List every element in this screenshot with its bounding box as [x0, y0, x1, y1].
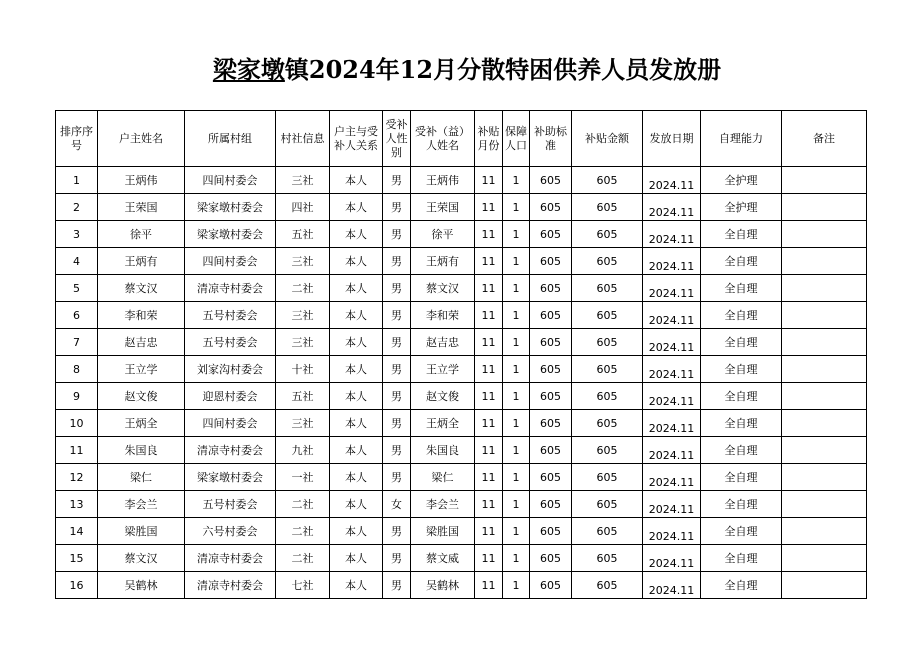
cell-no: 7 — [56, 329, 98, 356]
cell-date — [643, 167, 701, 194]
cell-amount: 605 — [572, 356, 643, 383]
cell-recipient: 赵文俊 — [411, 383, 475, 410]
cell-relation: 本人 — [330, 302, 383, 329]
cell-relation: 本人 — [330, 329, 383, 356]
date-text: 2024.11 — [648, 367, 695, 381]
cell-amount: 605 — [572, 437, 643, 464]
cell-standard: 605 — [530, 383, 572, 410]
cell-no: 13 — [56, 491, 98, 518]
cell-month: 11 — [475, 167, 503, 194]
cell-village: 梁家墩村委会 — [185, 221, 276, 248]
cell-no: 3 — [56, 221, 98, 248]
cell-people: 1 — [503, 518, 530, 545]
cell-month: 11 — [475, 545, 503, 572]
cell-gender: 男 — [383, 545, 411, 572]
cell-ability: 全自理 — [701, 221, 782, 248]
cell-ability: 全自理 — [701, 356, 782, 383]
cell-head-name: 梁胜国 — [98, 518, 185, 545]
cell-group: 二社 — [276, 545, 330, 572]
cell-group: 七社 — [276, 572, 330, 599]
cell-month: 11 — [475, 410, 503, 437]
cell-amount: 605 — [572, 167, 643, 194]
cell-standard: 605 — [530, 329, 572, 356]
cell-relation: 本人 — [330, 383, 383, 410]
cell-amount: 605 — [572, 248, 643, 275]
cell-standard: 605 — [530, 545, 572, 572]
date-text: 2024.11 — [648, 556, 695, 570]
col-header-date: 发放日期 — [643, 111, 701, 167]
header-row — [56, 111, 867, 167]
table-row — [56, 167, 867, 194]
cell-recipient: 赵吉忠 — [411, 329, 475, 356]
cell-recipient: 王荣国 — [411, 194, 475, 221]
cell-ability: 全护理 — [701, 167, 782, 194]
cell-date — [643, 194, 701, 221]
cell-people: 1 — [503, 356, 530, 383]
cell-village: 清凉寺村委会 — [185, 572, 276, 599]
cell-gender: 男 — [383, 410, 411, 437]
cell-relation: 本人 — [330, 464, 383, 491]
cell-village: 清凉寺村委会 — [185, 437, 276, 464]
cell-amount: 605 — [572, 329, 643, 356]
town-name: 梁家墩 — [212, 55, 285, 84]
date-text: 2024.11 — [648, 178, 695, 192]
cell-standard: 605 — [530, 437, 572, 464]
cell-month: 11 — [475, 491, 503, 518]
cell-village: 四间村委会 — [185, 248, 276, 275]
cell-remark — [782, 572, 867, 599]
cell-gender: 男 — [383, 167, 411, 194]
cell-people: 1 — [503, 437, 530, 464]
table-row — [56, 329, 867, 356]
table-row — [56, 572, 867, 599]
cell-ability: 全自理 — [701, 275, 782, 302]
cell-head-name: 王荣国 — [98, 194, 185, 221]
cell-standard: 605 — [530, 167, 572, 194]
cell-ability: 全自理 — [701, 464, 782, 491]
cell-amount: 605 — [572, 572, 643, 599]
cell-recipient: 王炳全 — [411, 410, 475, 437]
cell-no: 8 — [56, 356, 98, 383]
cell-recipient: 朱国良 — [411, 437, 475, 464]
cell-recipient: 李和荣 — [411, 302, 475, 329]
cell-group: 三社 — [276, 302, 330, 329]
cell-gender: 男 — [383, 572, 411, 599]
cell-recipient: 李会兰 — [411, 491, 475, 518]
cell-gender: 男 — [383, 329, 411, 356]
cell-relation: 本人 — [330, 518, 383, 545]
cell-recipient: 王立学 — [411, 356, 475, 383]
date-text: 2024.11 — [648, 259, 695, 273]
cell-gender: 男 — [383, 518, 411, 545]
cell-village: 梁家墩村委会 — [185, 194, 276, 221]
cell-ability: 全自理 — [701, 410, 782, 437]
cell-date — [643, 437, 701, 464]
cell-village: 迎恩村委会 — [185, 383, 276, 410]
table-row — [56, 221, 867, 248]
date-text: 2024.11 — [648, 340, 695, 354]
cell-people: 1 — [503, 302, 530, 329]
date-text: 2024.11 — [648, 232, 695, 246]
cell-remark — [782, 464, 867, 491]
cell-no: 6 — [56, 302, 98, 329]
cell-standard: 605 — [530, 572, 572, 599]
cell-no: 10 — [56, 410, 98, 437]
cell-standard: 605 — [530, 194, 572, 221]
cell-remark — [782, 410, 867, 437]
cell-group: 一社 — [276, 464, 330, 491]
cell-remark — [782, 383, 867, 410]
cell-recipient: 王炳伟 — [411, 167, 475, 194]
table-row — [56, 545, 867, 572]
cell-recipient: 徐平 — [411, 221, 475, 248]
cell-date — [643, 275, 701, 302]
cell-month: 11 — [475, 383, 503, 410]
col-header-head-name: 户主姓名 — [98, 111, 185, 167]
col-header-standard: 补助标准 — [530, 111, 572, 167]
cell-relation: 本人 — [330, 572, 383, 599]
cell-remark — [782, 329, 867, 356]
col-header-remark: 备注 — [782, 111, 867, 167]
table-row — [56, 437, 867, 464]
cell-date — [643, 221, 701, 248]
cell-relation: 本人 — [330, 491, 383, 518]
date-text: 2024.11 — [648, 529, 695, 543]
table-row — [56, 248, 867, 275]
date-text: 2024.11 — [648, 313, 695, 327]
date-text: 2024.11 — [648, 205, 695, 219]
cell-gender: 男 — [383, 221, 411, 248]
date-text: 2024.11 — [648, 421, 695, 435]
cell-month: 11 — [475, 437, 503, 464]
cell-head-name: 李会兰 — [98, 491, 185, 518]
cell-group: 五社 — [276, 383, 330, 410]
cell-ability: 全自理 — [701, 545, 782, 572]
cell-date — [643, 545, 701, 572]
title-text: 镇2024年12月分散特困供养人员发放册 — [284, 55, 722, 84]
cell-village: 五号村委会 — [185, 491, 276, 518]
cell-standard: 605 — [530, 356, 572, 383]
table-row — [56, 356, 867, 383]
cell-gender: 男 — [383, 302, 411, 329]
cell-relation: 本人 — [330, 248, 383, 275]
cell-people: 1 — [503, 410, 530, 437]
cell-no: 12 — [56, 464, 98, 491]
cell-recipient: 蔡文汉 — [411, 275, 475, 302]
cell-ability: 全护理 — [701, 194, 782, 221]
cell-group: 九社 — [276, 437, 330, 464]
cell-standard: 605 — [530, 221, 572, 248]
cell-ability: 全自理 — [701, 248, 782, 275]
cell-no: 4 — [56, 248, 98, 275]
cell-no: 15 — [56, 545, 98, 572]
cell-standard: 605 — [530, 248, 572, 275]
cell-people: 1 — [503, 194, 530, 221]
cell-standard: 605 — [530, 464, 572, 491]
cell-village: 六号村委会 — [185, 518, 276, 545]
payment-roster-table — [55, 110, 867, 599]
cell-month: 11 — [475, 248, 503, 275]
cell-people: 1 — [503, 248, 530, 275]
cell-head-name: 赵吉忠 — [98, 329, 185, 356]
cell-amount: 605 — [572, 275, 643, 302]
cell-people: 1 — [503, 383, 530, 410]
cell-head-name: 李和荣 — [98, 302, 185, 329]
cell-gender: 男 — [383, 275, 411, 302]
cell-village: 清凉寺村委会 — [185, 275, 276, 302]
cell-gender: 男 — [383, 356, 411, 383]
cell-amount: 605 — [572, 545, 643, 572]
cell-remark — [782, 167, 867, 194]
date-text: 2024.11 — [648, 583, 695, 597]
cell-date — [643, 410, 701, 437]
cell-no: 16 — [56, 572, 98, 599]
table-row — [56, 464, 867, 491]
table-row — [56, 518, 867, 545]
cell-remark — [782, 518, 867, 545]
cell-head-name: 梁仁 — [98, 464, 185, 491]
cell-no: 11 — [56, 437, 98, 464]
table-row — [56, 491, 867, 518]
cell-ability: 全自理 — [701, 491, 782, 518]
cell-people: 1 — [503, 464, 530, 491]
cell-group: 二社 — [276, 518, 330, 545]
cell-head-name: 徐平 — [98, 221, 185, 248]
cell-recipient: 吴鹤林 — [411, 572, 475, 599]
cell-head-name: 王炳伟 — [98, 167, 185, 194]
cell-amount: 605 — [572, 221, 643, 248]
cell-relation: 本人 — [330, 410, 383, 437]
cell-relation: 本人 — [330, 356, 383, 383]
table-row — [56, 275, 867, 302]
col-header-gender: 受补人性别 — [383, 111, 411, 167]
cell-people: 1 — [503, 491, 530, 518]
cell-date — [643, 518, 701, 545]
cell-month: 11 — [475, 329, 503, 356]
cell-standard: 605 — [530, 491, 572, 518]
col-header-village: 所属村组 — [185, 111, 276, 167]
cell-group: 十社 — [276, 356, 330, 383]
cell-head-name: 王炳全 — [98, 410, 185, 437]
cell-remark — [782, 356, 867, 383]
cell-gender: 男 — [383, 437, 411, 464]
cell-village: 梁家墩村委会 — [185, 464, 276, 491]
table-row — [56, 410, 867, 437]
cell-remark — [782, 302, 867, 329]
cell-standard: 605 — [530, 410, 572, 437]
cell-village: 五号村委会 — [185, 329, 276, 356]
cell-ability: 全自理 — [701, 518, 782, 545]
cell-remark — [782, 221, 867, 248]
cell-relation: 本人 — [330, 194, 383, 221]
date-text: 2024.11 — [648, 475, 695, 489]
cell-relation: 本人 — [330, 221, 383, 248]
cell-remark — [782, 248, 867, 275]
cell-gender: 男 — [383, 248, 411, 275]
col-header-ability: 自理能力 — [701, 111, 782, 167]
cell-gender: 男 — [383, 464, 411, 491]
date-text: 2024.11 — [648, 502, 695, 516]
cell-head-name: 王炳有 — [98, 248, 185, 275]
cell-amount: 605 — [572, 491, 643, 518]
cell-date — [643, 248, 701, 275]
col-header-people: 保障人口 — [503, 111, 530, 167]
date-text: 2024.11 — [648, 286, 695, 300]
cell-village: 四间村委会 — [185, 410, 276, 437]
cell-relation: 本人 — [330, 437, 383, 464]
cell-people: 1 — [503, 545, 530, 572]
cell-ability: 全自理 — [701, 329, 782, 356]
cell-group: 三社 — [276, 410, 330, 437]
table-row — [56, 383, 867, 410]
cell-head-name: 蔡文汉 — [98, 275, 185, 302]
date-text: 2024.11 — [648, 448, 695, 462]
cell-month: 11 — [475, 356, 503, 383]
cell-date — [643, 491, 701, 518]
cell-ability: 全自理 — [701, 383, 782, 410]
cell-no: 5 — [56, 275, 98, 302]
cell-standard: 605 — [530, 275, 572, 302]
cell-amount: 605 — [572, 383, 643, 410]
cell-amount: 605 — [572, 464, 643, 491]
cell-amount: 605 — [572, 410, 643, 437]
cell-head-name: 赵文俊 — [98, 383, 185, 410]
cell-head-name: 蔡文汉 — [98, 545, 185, 572]
cell-ability: 全自理 — [701, 437, 782, 464]
cell-people: 1 — [503, 167, 530, 194]
cell-village: 刘家沟村委会 — [185, 356, 276, 383]
cell-village: 清凉寺村委会 — [185, 545, 276, 572]
cell-date — [643, 329, 701, 356]
cell-amount: 605 — [572, 194, 643, 221]
cell-gender: 男 — [383, 383, 411, 410]
cell-group: 二社 — [276, 491, 330, 518]
cell-month: 11 — [475, 221, 503, 248]
cell-no: 9 — [56, 383, 98, 410]
cell-remark — [782, 437, 867, 464]
col-header-amount: 补贴金额 — [572, 111, 643, 167]
cell-date — [643, 356, 701, 383]
col-header-group: 村社信息 — [276, 111, 330, 167]
roster-body — [56, 167, 867, 599]
cell-people: 1 — [503, 275, 530, 302]
cell-village: 五号村委会 — [185, 302, 276, 329]
col-header-month: 补贴月份 — [475, 111, 503, 167]
col-header-no: 排序序号 — [56, 111, 98, 167]
cell-recipient: 梁仁 — [411, 464, 475, 491]
table-row — [56, 302, 867, 329]
table-row — [56, 194, 867, 221]
cell-group: 三社 — [276, 248, 330, 275]
cell-people: 1 — [503, 329, 530, 356]
cell-standard: 605 — [530, 518, 572, 545]
cell-ability: 全自理 — [701, 572, 782, 599]
cell-people: 1 — [503, 221, 530, 248]
cell-group: 五社 — [276, 221, 330, 248]
cell-gender: 女 — [383, 491, 411, 518]
cell-month: 11 — [475, 464, 503, 491]
cell-remark — [782, 545, 867, 572]
cell-no: 2 — [56, 194, 98, 221]
cell-month: 11 — [475, 518, 503, 545]
cell-date — [643, 383, 701, 410]
cell-group: 二社 — [276, 275, 330, 302]
cell-head-name: 吴鹤林 — [98, 572, 185, 599]
cell-gender: 男 — [383, 194, 411, 221]
cell-date — [643, 572, 701, 599]
cell-date — [643, 464, 701, 491]
cell-people: 1 — [503, 572, 530, 599]
col-header-recipient: 受补（益）人姓名 — [411, 111, 475, 167]
cell-remark — [782, 275, 867, 302]
cell-amount: 605 — [572, 518, 643, 545]
cell-recipient: 梁胜国 — [411, 518, 475, 545]
cell-remark — [782, 491, 867, 518]
cell-relation: 本人 — [330, 167, 383, 194]
cell-standard: 605 — [530, 302, 572, 329]
cell-relation: 本人 — [330, 545, 383, 572]
cell-month: 11 — [475, 194, 503, 221]
cell-amount: 605 — [572, 302, 643, 329]
cell-group: 四社 — [276, 194, 330, 221]
cell-month: 11 — [475, 275, 503, 302]
cell-relation: 本人 — [330, 275, 383, 302]
cell-no: 14 — [56, 518, 98, 545]
cell-head-name: 朱国良 — [98, 437, 185, 464]
cell-remark — [782, 194, 867, 221]
cell-head-name: 王立学 — [98, 356, 185, 383]
cell-no: 1 — [56, 167, 98, 194]
cell-month: 11 — [475, 572, 503, 599]
cell-recipient: 蔡文威 — [411, 545, 475, 572]
cell-ability: 全自理 — [701, 302, 782, 329]
cell-month: 11 — [475, 302, 503, 329]
cell-group: 三社 — [276, 329, 330, 356]
date-text: 2024.11 — [648, 394, 695, 408]
cell-village: 四间村委会 — [185, 167, 276, 194]
document-title — [0, 50, 918, 85]
col-header-relation: 户主与受补人关系 — [330, 111, 383, 167]
cell-recipient: 王炳有 — [411, 248, 475, 275]
cell-group: 三社 — [276, 167, 330, 194]
cell-date — [643, 302, 701, 329]
